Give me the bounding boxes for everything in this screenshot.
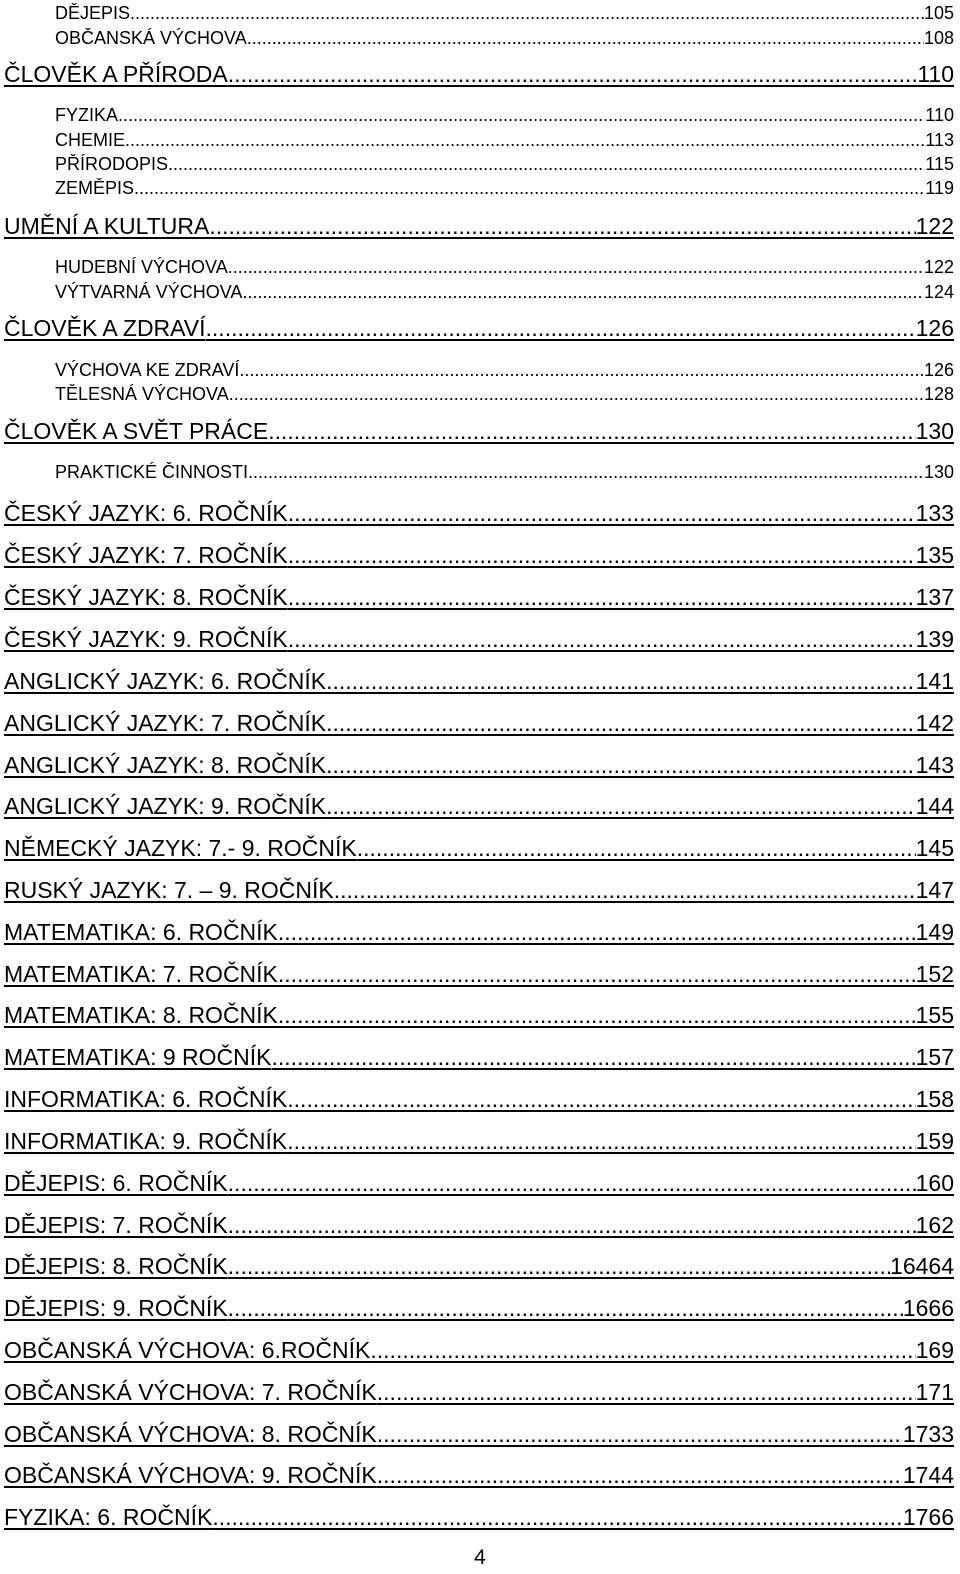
toc-entry-page: 124: [923, 282, 954, 302]
toc-leader-dots: [212, 1504, 903, 1531]
toc-leader-dots: [357, 835, 916, 862]
toc-entry[interactable]: [4, 1253, 954, 1287]
toc-leader-dots: [118, 105, 925, 126]
toc-entry[interactable]: [4, 1337, 954, 1371]
toc-entry-page: 16464: [890, 1253, 954, 1279]
toc-entry-page: 128: [923, 384, 954, 404]
toc-entry[interactable]: [4, 213, 954, 247]
toc-entry[interactable]: [55, 3, 954, 27]
toc-entry-page: 105: [923, 3, 954, 23]
toc-entry-page: 141: [915, 668, 954, 694]
toc-leader-dots: [228, 1253, 890, 1280]
toc-leader-dots: [334, 877, 916, 904]
toc-entry[interactable]: [55, 130, 954, 154]
toc-entry-page: 139: [915, 626, 954, 652]
toc-entry-label: INFORMATIKA: 6. ROČNÍK: [4, 1086, 288, 1112]
toc-entry-label: ANGLICKÝ JAZYK: 7. ROČNÍK: [4, 710, 327, 736]
toc-entry[interactable]: [4, 626, 954, 660]
toc-entry[interactable]: [55, 257, 954, 281]
toc-entry-page: 108: [923, 28, 954, 48]
toc-entry-page: 130: [923, 462, 954, 482]
toc-leader-dots: [287, 1086, 915, 1113]
toc-entry-label: OBČANSKÁ VÝCHOVA: 6.ROČNÍK: [4, 1337, 371, 1363]
toc-entry[interactable]: [4, 961, 954, 995]
toc-entry[interactable]: [4, 542, 954, 576]
toc-entry[interactable]: [4, 1170, 954, 1204]
toc-entry-page: 158: [915, 1086, 954, 1112]
toc-leader-dots: [209, 213, 915, 240]
toc-entry-page: 143: [915, 752, 954, 778]
toc-entry[interactable]: [55, 105, 954, 129]
toc-entry-page: 142: [915, 710, 954, 736]
toc-entry-label: VÝCHOVA KE ZDRAVÍ: [55, 360, 240, 380]
toc-leader-dots: [268, 418, 915, 445]
toc-leader-dots: [242, 282, 924, 303]
toc-entry-label: OBČANSKÁ VÝCHOVA: 9. ROČNÍK: [4, 1462, 377, 1488]
toc-entry-label: OBČANSKÁ VÝCHOVA: 7. ROČNÍK: [4, 1379, 377, 1405]
toc-entry-page: 1744: [902, 1462, 954, 1488]
toc-entry-label: MATEMATIKA: 8. ROČNÍK: [4, 1002, 278, 1028]
toc-entry-label: ANGLICKÝ JAZYK: 9. ROČNÍK: [4, 793, 327, 819]
toc-entry-label: FYZIKA: [55, 105, 119, 125]
toc-leader-dots: [287, 1128, 915, 1155]
toc-leader-dots: [206, 315, 916, 342]
toc-entry[interactable]: [4, 1295, 954, 1329]
toc-entry-page: 126: [915, 315, 954, 341]
toc-leader-dots: [168, 154, 925, 175]
toc-leader-dots: [247, 28, 924, 49]
toc-entry[interactable]: [4, 584, 954, 618]
toc-entry[interactable]: [4, 1128, 954, 1162]
toc-entry-label: DĚJEPIS: 9. ROČNÍK: [4, 1295, 228, 1321]
toc-leader-dots: [288, 500, 916, 527]
toc-entry-label: RUSKÝ JAZYK: 7. – 9. ROČNÍK: [4, 877, 334, 903]
toc-entry[interactable]: [4, 500, 954, 534]
toc-leader-dots: [228, 1212, 916, 1239]
toc-leader-dots: [288, 542, 916, 569]
toc-entry-page: 155: [915, 1002, 954, 1028]
toc-entry-label: TĚLESNÁ VÝCHOVA: [55, 384, 229, 404]
toc-entry-page: 113: [925, 130, 954, 150]
toc-entry[interactable]: [4, 61, 954, 95]
toc-leader-dots: [272, 1044, 916, 1071]
toc-entry-page: 159: [915, 1128, 954, 1154]
toc-entry-label: ČESKÝ JAZYK: 9. ROČNÍK: [4, 626, 288, 652]
toc-entry-label: ČESKÝ JAZYK: 7. ROČNÍK: [4, 542, 288, 568]
toc-leader-dots: [288, 626, 916, 653]
toc-entry[interactable]: [4, 1462, 954, 1496]
toc-entry-page: 152: [915, 961, 954, 987]
toc-leader-dots: [239, 360, 924, 381]
toc-entry-label: ČLOVĚK A PŘÍRODA: [4, 61, 228, 87]
toc-entry-label: PRAKTICKÉ ČINNOSTI: [55, 462, 249, 482]
toc-entry-label: INFORMATIKA: 9. ROČNÍK: [4, 1128, 288, 1154]
toc-leader-dots: [229, 384, 924, 405]
toc-entry-page: 144: [915, 793, 954, 819]
toc-entry[interactable]: [4, 1421, 954, 1455]
toc-entry[interactable]: [55, 178, 954, 202]
toc-entry[interactable]: [4, 919, 954, 953]
toc-entry-page: 110: [925, 105, 954, 125]
toc-entry-page: 160: [915, 1170, 954, 1196]
toc-leader-dots: [134, 178, 925, 199]
toc-leader-dots: [278, 1002, 916, 1029]
toc-entry-page: 137: [915, 584, 954, 610]
toc-leader-dots: [370, 1337, 915, 1364]
toc-entry[interactable]: [4, 1212, 954, 1246]
toc-entry-label: ČESKÝ JAZYK: 8. ROČNÍK: [4, 584, 288, 610]
toc-entry-page: 133: [915, 500, 954, 526]
toc-entry-label: HUDEBNÍ VÝCHOVA: [55, 257, 228, 277]
toc-entry[interactable]: [4, 1086, 954, 1120]
toc-entry-label: DĚJEPIS: 6. ROČNÍK: [4, 1170, 228, 1196]
toc-entry-page: 171: [915, 1379, 954, 1405]
toc-entry[interactable]: [55, 282, 954, 306]
toc-leader-dots: [248, 462, 924, 483]
toc-entry-page: 1666: [902, 1295, 954, 1321]
toc-leader-dots: [326, 752, 916, 779]
toc-leader-dots: [228, 1170, 916, 1197]
toc-entry-page: 130: [915, 418, 954, 444]
toc-leader-dots: [326, 668, 916, 695]
toc-entry-label: OBČANSKÁ VÝCHOVA: 8. ROČNÍK: [4, 1421, 377, 1447]
toc-entry[interactable]: [4, 418, 954, 452]
toc-entry[interactable]: [55, 28, 954, 52]
toc-entry-page: 115: [925, 154, 954, 174]
toc-entry[interactable]: [4, 1379, 954, 1413]
toc-leader-dots: [228, 61, 918, 88]
toc-entry-label: MATEMATIKA: 7. ROČNÍK: [4, 961, 278, 987]
toc-entry-label: OBČANSKÁ VÝCHOVA: [55, 28, 247, 48]
toc-entry-label: CHEMIE: [55, 130, 126, 150]
toc-entry-page: 157: [915, 1044, 954, 1070]
toc-entry[interactable]: [4, 1044, 954, 1078]
toc-leader-dots: [278, 919, 916, 946]
toc-entry-label: DĚJEPIS: 8. ROČNÍK: [4, 1253, 228, 1279]
toc-entry[interactable]: [4, 1002, 954, 1036]
toc-entry[interactable]: [55, 462, 954, 486]
toc-entry-label: DĚJEPIS: [55, 3, 131, 23]
toc-leader-dots: [288, 584, 916, 611]
toc-leader-dots: [130, 3, 924, 24]
toc-entry-page: 147: [915, 877, 954, 903]
toc-leader-dots: [278, 961, 916, 988]
toc-entry[interactable]: [4, 793, 954, 827]
toc-entry[interactable]: [4, 1504, 954, 1538]
toc-entry[interactable]: [4, 710, 954, 744]
toc-entry-label: UMĚNÍ A KULTURA: [4, 213, 210, 239]
toc-entry-page: 126: [923, 360, 954, 380]
toc-entry[interactable]: [4, 877, 954, 911]
toc-entry-label: ZEMĚPIS: [55, 178, 135, 198]
toc-entry-label: ČLOVĚK A SVĚT PRÁCE: [4, 418, 269, 444]
page-number: 4: [474, 1546, 486, 1569]
toc-entry-label: MATEMATIKA: 6. ROČNÍK: [4, 919, 278, 945]
toc-entry-label: PŘÍRODOPIS: [55, 154, 169, 174]
toc-entry-page: 122: [923, 257, 954, 277]
toc-entry[interactable]: [4, 835, 954, 869]
toc-entry-page: 1766: [902, 1504, 954, 1530]
toc-entry-label: FYZIKA: 6. ROČNÍK: [4, 1504, 213, 1530]
toc-leader-dots: [326, 793, 916, 820]
toc-entry-label: ČLOVĚK A ZDRAVÍ: [4, 315, 206, 341]
toc-leader-dots: [377, 1462, 903, 1489]
toc-entry[interactable]: [55, 154, 954, 178]
toc-leader-dots: [228, 257, 924, 278]
toc-entry-page: 119: [925, 178, 954, 198]
toc-entry-page: 135: [915, 542, 954, 568]
toc-entry-page: 122: [915, 213, 954, 239]
toc-entry-label: VÝTVARNÁ VÝCHOVA: [55, 282, 243, 302]
toc-entry-label: NĚMECKÝ JAZYK: 7.- 9. ROČNÍK: [4, 835, 357, 861]
toc-leader-dots: [326, 710, 916, 737]
toc-entry-page: 1733: [902, 1421, 954, 1447]
toc-entry-label: DĚJEPIS: 7. ROČNÍK: [4, 1212, 228, 1238]
toc-entry-page: 169: [915, 1337, 954, 1363]
toc-entry-page: 110: [917, 61, 954, 87]
toc-entry[interactable]: [55, 384, 954, 408]
toc-leader-dots: [228, 1295, 903, 1322]
toc-leader-dots: [377, 1421, 903, 1448]
toc-entry[interactable]: [4, 315, 954, 349]
toc-entry[interactable]: [55, 360, 954, 384]
toc-entry[interactable]: [4, 752, 954, 786]
toc-entry-page: 162: [915, 1212, 954, 1238]
toc-entry-label: ČESKÝ JAZYK: 6. ROČNÍK: [4, 500, 288, 526]
toc-entry-label: ANGLICKÝ JAZYK: 8. ROČNÍK: [4, 752, 327, 778]
toc-entry-page: 145: [915, 835, 954, 861]
toc-entry-label: MATEMATIKA: 9 ROČNÍK: [4, 1044, 272, 1070]
toc-leader-dots: [377, 1379, 916, 1406]
toc-entry-label: ANGLICKÝ JAZYK: 6. ROČNÍK: [4, 668, 327, 694]
toc-entry[interactable]: [4, 668, 954, 702]
toc-leader-dots: [125, 130, 925, 151]
toc-entry-page: 149: [915, 919, 954, 945]
